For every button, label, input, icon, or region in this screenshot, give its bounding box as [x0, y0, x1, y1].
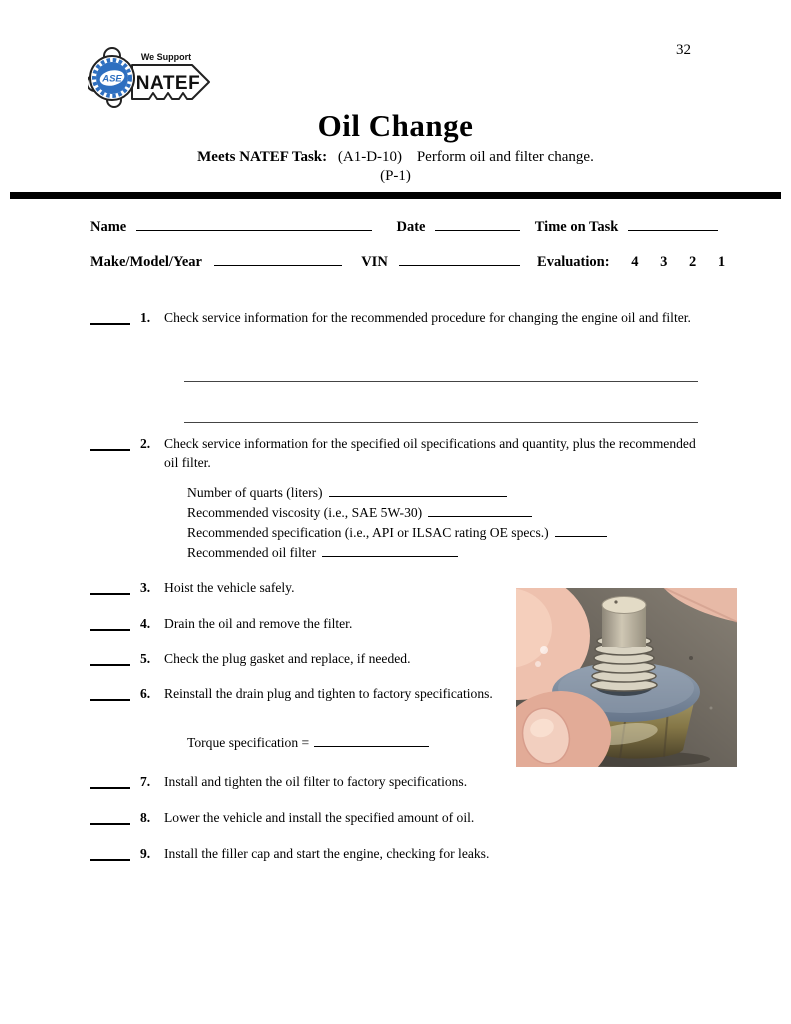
step-7-grade-blank — [90, 773, 130, 789]
info-row-1 — [90, 217, 718, 236]
field-recommended-specification-label: Recommended specification (i.e., API or ILSAC rating OE specs.) — [187, 525, 549, 540]
torque-specification-blank — [314, 733, 429, 747]
step-5-grade-blank — [90, 650, 130, 666]
field-recommended-oil-filter-label: Recommended oil filter — [187, 545, 317, 560]
time-on-task-blank — [628, 217, 718, 231]
make-model-year-label: Make/Model/Year — [90, 254, 202, 270]
step-3-number: 3. — [140, 580, 151, 595]
evaluation-option-1: 1 — [717, 254, 726, 270]
field-recommended-viscosity-blank — [428, 503, 532, 517]
task-label: Meets NATEF Task: — [197, 149, 328, 165]
make-model-year-blank — [214, 252, 342, 266]
task-description: Perform oil and filter change. — [416, 149, 594, 165]
task-priority: (P-1) — [380, 168, 411, 184]
field-number-of-quarts — [187, 483, 607, 503]
step-8 — [90, 808, 712, 827]
step-2-text: Check service information for the specified oil specifications and quantity, plus the recommended oil filter. — [164, 436, 696, 470]
date-label: Date — [396, 219, 426, 235]
step-2-number: 2. — [140, 436, 151, 451]
step-9 — [90, 844, 712, 863]
logo-tagline: We Support — [140, 52, 192, 62]
field-recommended-oil-filter-blank — [322, 543, 458, 557]
step-7-number: 7. — [140, 774, 151, 789]
name-blank — [136, 217, 372, 231]
step-8-number: 8. — [140, 810, 151, 825]
step-7-text: Install and tighten the oil filter to factory specifications. — [164, 774, 468, 789]
time-on-task-label: Time on Task — [534, 219, 619, 235]
step-1-answer-line-1 — [184, 380, 698, 382]
field-recommended-specification-blank — [555, 523, 607, 537]
logo-brand: NATEF — [135, 73, 201, 94]
field-number-of-quarts-label: Number of quarts (liters) — [187, 485, 323, 500]
step-3 — [90, 578, 499, 597]
step-6-number: 6. — [140, 686, 151, 701]
step-5-text: Check the plug gasket and replace, if needed. — [164, 651, 411, 666]
ase-gear-label: ASE — [102, 73, 122, 85]
step-1-answer-line-2 — [184, 421, 698, 423]
step-2-grade-blank — [90, 435, 130, 451]
step-9-text: Install the filler cap and start the engine, checking for leaks. — [164, 846, 490, 861]
vin-blank — [399, 252, 520, 266]
evaluation-option-2: 2 — [688, 254, 697, 270]
drain-plug-photo — [516, 588, 737, 767]
vin-label: VIN — [361, 254, 388, 270]
step-9-grade-blank — [90, 845, 130, 861]
evaluation-label: Evaluation: — [537, 254, 610, 270]
evaluation-option-4: 4 — [631, 254, 639, 270]
field-number-of-quarts-blank — [329, 483, 507, 497]
header-divider — [10, 192, 781, 199]
step-8-text: Lower the vehicle and install the specified amount of oil. — [164, 810, 475, 825]
page-title: Oil Change — [317, 108, 474, 143]
step-4-grade-blank — [90, 615, 130, 631]
name-label: Name — [90, 219, 127, 235]
step-4-text: Drain the oil and remove the filter. — [164, 616, 353, 631]
step-2-fields — [187, 483, 607, 563]
date-blank — [435, 217, 520, 231]
step-7 — [90, 772, 712, 791]
torque-specification-row — [187, 733, 429, 751]
ase-natef-logo — [88, 44, 220, 108]
task-code: (A1-D-10) — [337, 149, 403, 165]
step-3-text: Hoist the vehicle safely. — [164, 580, 295, 595]
step-1-number: 1. — [140, 310, 151, 325]
step-6-text: Reinstall the drain plug and tighten to factory specifications. — [164, 686, 493, 701]
info-row-2 — [90, 252, 725, 271]
field-recommended-viscosity-label: Recommended viscosity (i.e., SAE 5W-30) — [187, 505, 423, 520]
step-6-grade-blank — [90, 685, 130, 701]
step-3-grade-blank — [90, 579, 130, 595]
page-number: 32 — [676, 42, 691, 58]
step-8-grade-blank — [90, 809, 130, 825]
step-9-number: 9. — [140, 846, 151, 861]
field-recommended-viscosity — [187, 503, 607, 523]
step-2 — [90, 434, 712, 472]
torque-specification-label: Torque specification = — [187, 735, 310, 750]
step-1-grade-blank — [90, 309, 130, 325]
field-recommended-specification — [187, 523, 607, 543]
step-4 — [90, 614, 499, 633]
step-6 — [90, 684, 499, 703]
task-line — [0, 149, 791, 166]
step-1-text: Check service information for the recommended procedure for changing the engine oil and filter. — [164, 310, 691, 325]
step-5 — [90, 649, 499, 668]
field-recommended-oil-filter — [187, 543, 607, 563]
evaluation-option-3: 3 — [660, 254, 668, 270]
step-4-number: 4. — [140, 616, 151, 631]
step-5-number: 5. — [140, 651, 151, 666]
step-1 — [90, 308, 712, 327]
